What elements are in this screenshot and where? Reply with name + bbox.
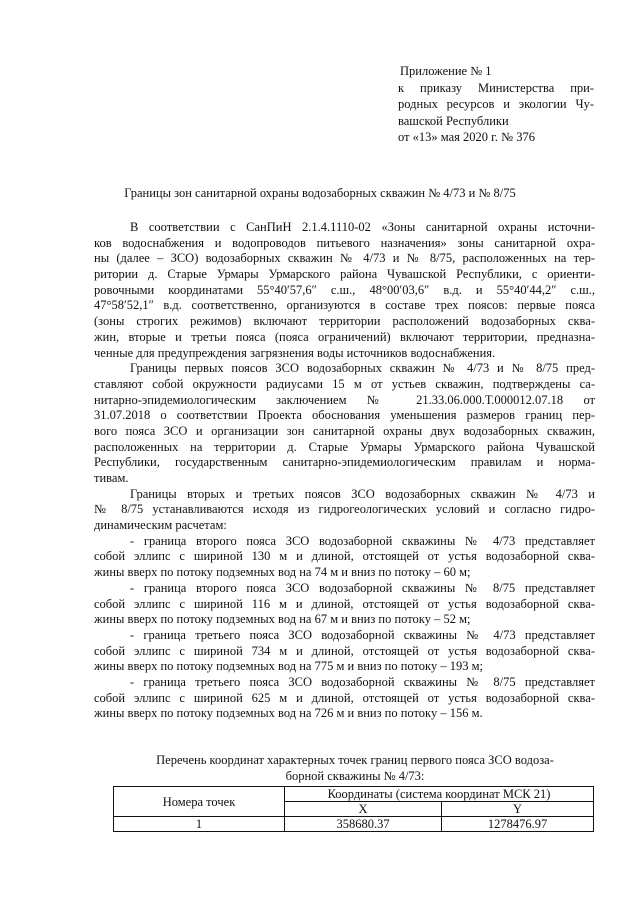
body-line: ровочными координатами 55°40′57,6″ с.ш., 48°00′03,6″ в.д. и 55°40′44,2″ с.ш., [94,282,595,297]
body-line: В соответствии с СанПиН 2.1.4.1110-02 «Зоны санитарной охраны источни- [130,220,595,234]
body-line: Республики, государственным санитарно-эпидемиологическим правилам и норма- [94,455,595,470]
header-points: Номера точек [114,787,285,817]
table-caption [120,752,590,784]
body-line: жин, вторые и третьи пояса (пояса ограничений) включают территории, предназна- [94,329,595,344]
body-line: ков водоснабжения и водопроводов питьевого назначения» зоны санитарной охра- [94,235,595,250]
body-line: тивам. [94,471,129,485]
appendix-header [398,63,594,146]
body-line: № 8/75 устанавливаются исходя из гидрогеологических условий и согласно гидро- [94,502,595,517]
coordinates-table [113,786,594,832]
cell-x: 358680.37 [285,817,442,832]
body-line: жины вверх по потоку подземных вод на 775 м и вниз по потоку – 193 м; [94,659,483,674]
body-line: - граница второго пояса ЗСО водозаборной скважины № 4/73 представляет [130,533,595,548]
appendix-line: от «13» мая 2020 г. № 376 [398,130,535,144]
cell-y: 1278476.97 [442,817,594,832]
caption-line: борной скважины № 4/73: [285,769,425,783]
header-coordinates: Координаты (система координат МСК 21) [285,787,594,802]
table-row [114,817,594,832]
header-x: X [285,802,442,817]
body-line: 47°58′52,1″ в.д. соответственно, организуются в составе трех поясов: первые пояса [94,298,595,313]
body-line: ставляют собой окружности радиусами 15 м от устьев скважин, подтверждены са- [94,376,595,391]
body-line: жины вверх по потоку подземных вод на 74 м и вниз по потоку – 60 м; [94,565,471,580]
appendix-line: вашской Республики [398,113,509,128]
body-line: нитарно-эпидемиологическим заключением № 21.33.06.000.Т.000012.07.18 от [94,392,595,407]
body-line: собой эллипс с шириной 130 м и длиной, отстоящей от устья водозаборной сква- [94,549,595,564]
body-line: собой эллипс с шириной 625 м и длиной, отстоящей от устья водозаборной сква- [94,690,595,705]
appendix-line: Приложение № 1 [400,64,492,78]
body-line: - граница третьего пояса ЗСО водозаборной скважины № 4/73 представляет [130,627,595,642]
body-line: динамическим расчетам: [94,518,227,533]
body-line: ритории д. Старые Урмары Урмарского района Чувашской Республики, с ориенти- [94,267,595,282]
body-line: - граница третьего пояса ЗСО водозаборной скважины № 8/75 представляет [130,674,595,689]
body-line: 31.07.2018 о соответствии Проекта обоснования уменьшения размеров границ пер- [94,408,595,423]
caption-line: Перечень координат характерных точек границ первого пояса ЗСО водоза- [156,753,554,767]
body-line: вого пояса ЗСО и организации зон санитарной охраны двух водозаборных скважин, [94,423,595,438]
body-line: ченные для предупреждения загрязнения воды источников водоснабжения. [94,345,496,360]
document-title: Границы зон санитарной охраны водозаборных скважин № 4/73 и № 8/75 [124,186,516,200]
appendix-line: родных ресурсов и экологии Чу- [398,97,594,111]
body-line: жины вверх по потоку подземных вод на 726 м и вниз по потоку – 156 м. [94,706,483,721]
body-line: - граница второго пояса ЗСО водозаборной скважины № 8/75 представляет [130,580,595,595]
body-line: (зоны строгих режимов) включают территории расположений водозаборных сква- [94,314,595,329]
header-y: Y [442,802,594,817]
cell-point-number: 1 [114,817,285,832]
body-line: жины вверх по потоку подземных вод на 67 м и вниз по потоку – 52 м; [94,612,471,627]
body-line: Границы вторых и третьих поясов ЗСО водозаборных скважин № 4/73 и [130,486,595,501]
body-line: расположенных на территории д. Старые Урмары Урмарского района Чувашской [94,439,595,454]
body-line: Границы первых поясов ЗСО водозаборных скважин № 4/73 и № 8/75 пред- [130,361,595,376]
body-line: ны (далее – ЗСО) водозаборных скважин № 4/73 и № 8/75, расположенных на тер- [94,251,595,266]
document-body [94,220,595,722]
body-line: собой эллипс с шириной 734 м и длиной, отстоящей от устья водозаборной сква- [94,643,595,658]
table-header-row [114,787,594,802]
appendix-line: к приказу Министерства при- [398,80,594,95]
body-line: собой эллипс с шириной 116 м и длиной, отстоящей от устья водозаборной сква- [94,596,595,611]
